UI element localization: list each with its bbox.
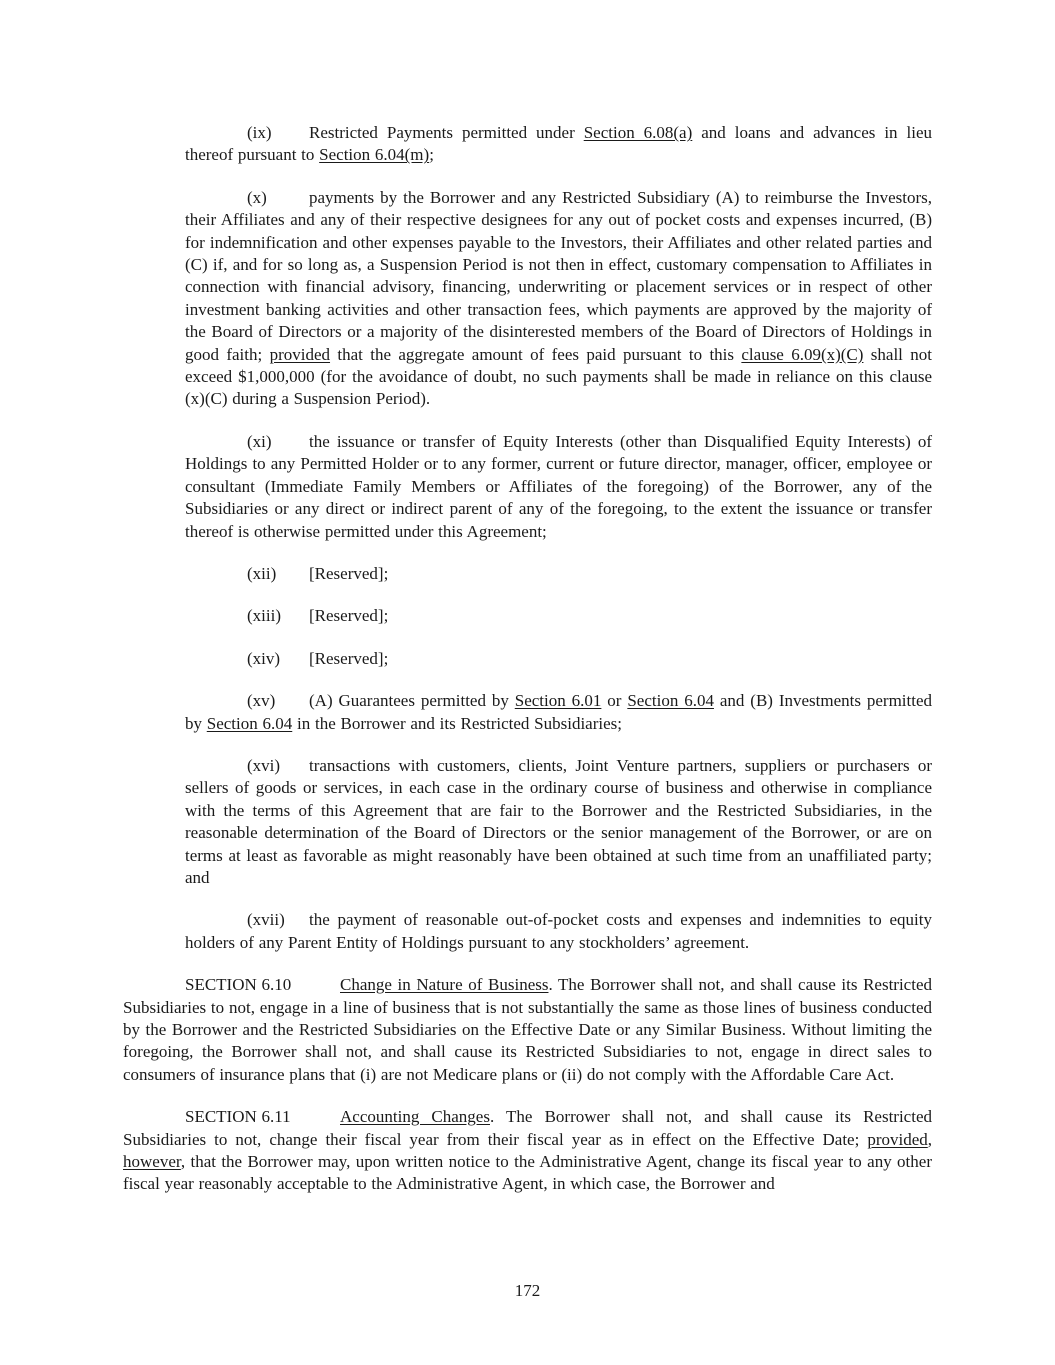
paragraph-label: (xiii) xyxy=(247,606,281,626)
clause-xiii xyxy=(185,605,932,627)
section-6-11 xyxy=(123,1106,932,1196)
clause-xiv xyxy=(185,648,932,670)
text-segment: the issuance or transfer of Equity Interests (other than Disqualified Equity Interests) of Holdings to any Permitted Holder or to any former, current or future director, manager, officer, employee or consultant (Immediate Family Members or Affiliates of the foregoing) of the Borrower, any of the Subsidiaries or any direct or indirect parent of any of the foregoing, to the extent the issuance or transfer thereof is otherwise permitted under this Agreement; xyxy=(185,431,932,541)
document-body xyxy=(123,122,932,1196)
text-segment: ; xyxy=(429,145,434,165)
paragraph-label: (xii) xyxy=(247,563,277,583)
text-segment: , xyxy=(927,1129,932,1149)
text-segment: that the aggregate amount of fees paid pursuant to this xyxy=(330,344,742,364)
section-reference: Section 6.04 xyxy=(206,713,293,733)
text-segment: the payment of reasonable out-of-pocket costs and expenses and indemnities to equity holders of any Parent Entity of Holdings pursuant to any stockholders’ agreement. xyxy=(185,910,932,952)
section-reference: Section 6.08(a) xyxy=(583,123,693,142)
text-segment: in the Borrower and its Restricted Subsidiaries; xyxy=(292,713,622,733)
page-number: 172 xyxy=(514,1281,541,1300)
paragraph-label: (xiv) xyxy=(247,648,281,668)
clause-xvii xyxy=(185,909,932,954)
paragraph-label: (xv) xyxy=(247,691,276,711)
paragraph-label: (xvi) xyxy=(247,755,281,775)
paragraph-label: (x) xyxy=(247,187,267,207)
section-6-10 xyxy=(123,974,932,1086)
clause-xi xyxy=(185,431,932,543)
text-segment: or xyxy=(601,691,628,711)
text-segment: [Reserved]; xyxy=(309,648,389,668)
text-segment: shall not exceed $1,000,000 (for the avoidance of doubt, no such payments shall be made in reliance on this clause (x)(C) during a Suspension Period). xyxy=(185,344,932,409)
text-segment: and loans and advances in lieu thereof pursuant to xyxy=(185,123,932,165)
clause-xv xyxy=(185,690,932,735)
text-segment: Restricted Payments permitted under xyxy=(309,123,584,142)
text-segment: [Reserved]; xyxy=(309,606,389,626)
paragraph-label: SECTION 6.10 xyxy=(185,975,292,995)
text-segment: , that the Borrower may, upon written notice to the Administrative Agent, change its fiscal year to any other fiscal year reasonably acceptable to the Administrative Agent, in which case, the Borrower and xyxy=(123,1152,932,1194)
proviso-term: provided xyxy=(867,1129,928,1149)
paragraph-label: (ix) xyxy=(247,123,272,142)
text-segment: . The Borrower shall not, and shall cause its Restricted Subsidiaries to not, change their fiscal year from their fiscal year as in effect on the Effective Date; xyxy=(123,1107,932,1149)
text-segment: . The Borrower shall not, and shall cause its Restricted Subsidiaries to not, engage in a line of business that is not substantially the same as those lines of business conducted by the Borrower and the Restricted Subsidiaries on the Effective Date or any Similar Business. Without limiting the foregoing, the Borrower shall not, and shall cause its Restricted Subsidiaries to not, engage in direct sales to consumers of insurance plans that (i) are not Medicare plans or (ii) do not comply with the Affordable Care Act. xyxy=(123,975,932,1084)
paragraph-label: SECTION 6.11 xyxy=(185,1107,291,1127)
text-segment: (A) Guarantees permitted by xyxy=(309,691,515,711)
text-segment: and (B) Investments permitted by xyxy=(185,691,933,733)
section-reference: Section 6.04(m) xyxy=(319,145,430,165)
section-reference: clause 6.09(x)(C) xyxy=(741,344,864,364)
paragraph-label: (xvii) xyxy=(247,910,285,930)
paragraph-label: (xi) xyxy=(247,431,272,451)
clause-xii xyxy=(185,563,932,585)
clause-ix xyxy=(185,122,932,167)
clause-x xyxy=(185,187,932,411)
proviso-term: provided xyxy=(269,344,331,364)
text-segment: [Reserved]; xyxy=(309,563,389,583)
text-segment: payments by the Borrower and any Restricted Subsidiary (A) to reimburse the Investors, their Affiliates and any of their respective designees for any out of pocket costs and expenses incurred, (B) for indemnification and other expenses payable to the Investors, their Affiliates and other related parties and (C) if, and for so long as, a Suspension Period is not then in effect, customary compensation to Affiliates in connection with financial advisory, financing, underwriting or placement services or in respect of other investment banking activities and other transaction fees, which payments are approved by the majority of the Board of Directors or a majority of the disinterested members of the Board of Directors of Holdings in good faith; xyxy=(185,187,932,364)
text-segment: transactions with customers, clients, Joint Venture partners, suppliers or purchasers or sellers of goods or services, in each case in the ordinary course of business and otherwise in compliance with the terms of this Agreement that are fair to the Borrower and the Restricted Subsidiaries, in the reasonable determination of the Board of Directors or the senior management of the Borrower, or are on terms at least as favorable as might reasonably have been obtained at such time from an unaffiliated party; and xyxy=(185,755,932,887)
proviso-term: however xyxy=(123,1152,181,1172)
section-heading: Accounting Changes xyxy=(340,1107,490,1127)
section-heading: Change in Nature of Business xyxy=(340,975,549,995)
section-reference: Section 6.01 xyxy=(514,691,602,711)
section-reference: Section 6.04 xyxy=(627,691,714,711)
clause-xvi xyxy=(185,755,932,889)
